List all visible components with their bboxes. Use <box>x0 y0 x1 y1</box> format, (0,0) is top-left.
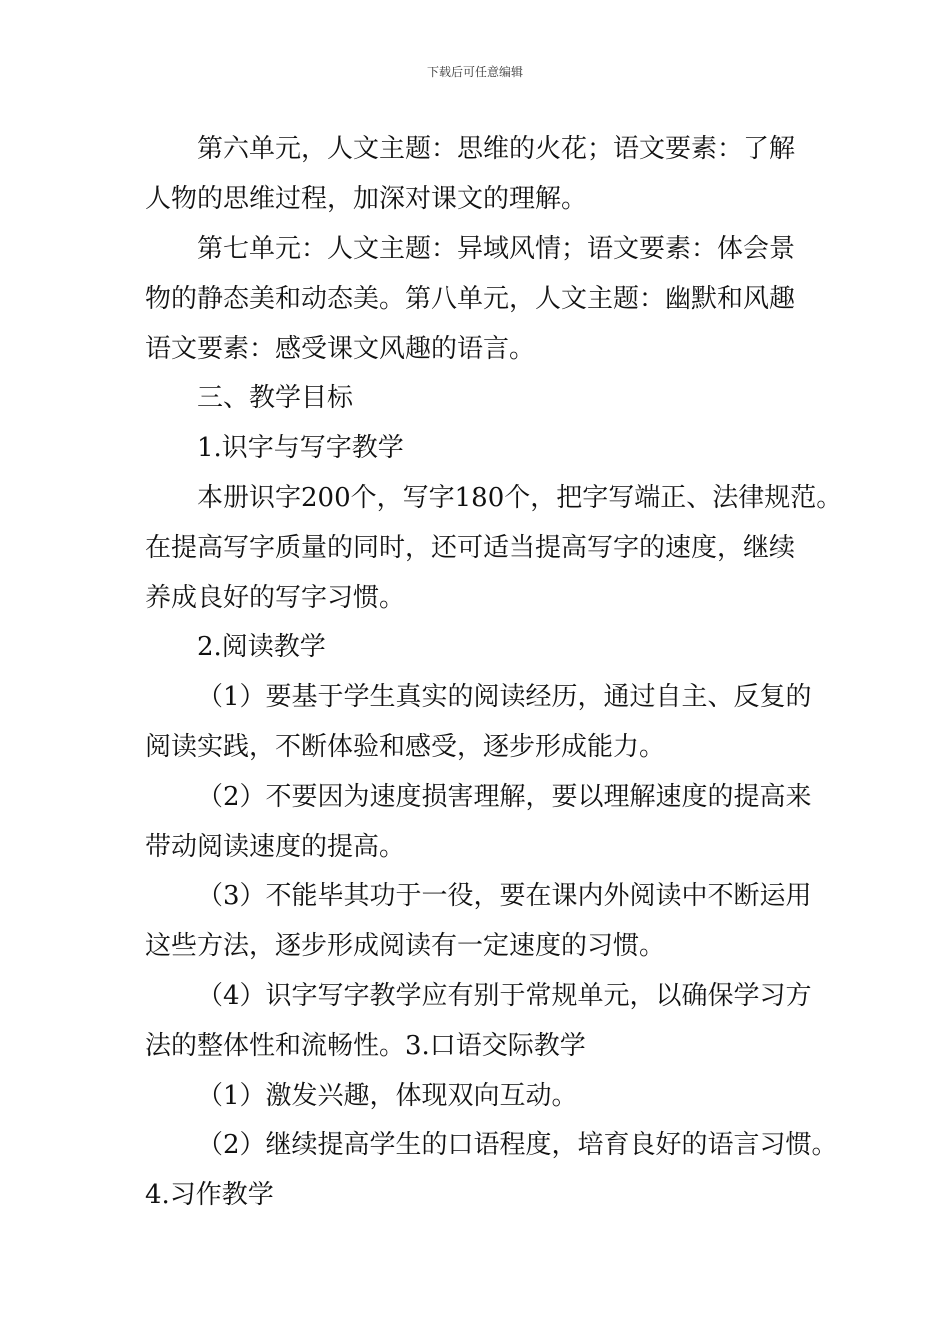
text-line: 第七单元：人文主题：异域风情；语文要素：体会景 <box>197 234 796 264</box>
text-line: （4）识字写字教学应有别于常规单元，以确保学习方 <box>197 981 812 1011</box>
text-line: （2）继续提高学生的口语程度，培育良好的语言习惯。 <box>197 1130 838 1160</box>
text-line: 这些方法，逐步形成阅读有一定速度的习惯。 <box>145 931 666 961</box>
subsection-heading: 1.识字与写字教学 <box>197 433 404 463</box>
subsection-heading: 2.阅读教学 <box>197 632 326 662</box>
text-line: 阅读实践，不断体验和感受，逐步形成能力。 <box>145 732 666 762</box>
text-line: 在提高写字质量的同时，还可适当提高写字的速度，继续 <box>145 533 796 563</box>
text-line: （2）不要因为速度损害理解，要以理解速度的提高来 <box>197 782 812 812</box>
text-line: 养成良好的写字习惯。 <box>145 583 406 613</box>
text-line: 法的整体性和流畅性。3.口语交际教学 <box>145 1031 586 1061</box>
text-line: 带动阅读速度的提高。 <box>145 832 406 862</box>
text-line: （1）激发兴趣，体现双向互动。 <box>197 1081 578 1111</box>
text-line: 第六单元，人文主题：思维的火花；语文要素：了解 <box>197 134 796 164</box>
text-line: （3）不能毕其功于一役，要在课内外阅读中不断运用 <box>197 881 812 911</box>
page-header-note: 下载后可任意编辑 <box>426 65 523 79</box>
text-line: 本册识字200个，写字180个，把字写端正、法律规范。 <box>197 483 843 513</box>
text-line: （1）要基于学生真实的阅读经历，通过自主、反复的 <box>197 682 812 712</box>
text-line: 物的静态美和动态美。第八单元，人文主题：幽默和风趣 <box>145 284 796 314</box>
section-heading: 三、教学目标 <box>197 383 354 413</box>
text-line: 语文要素：感受课文风趣的语言。 <box>145 334 536 364</box>
subsection-heading: 4.习作教学 <box>145 1180 274 1210</box>
text-line: 人物的思维过程，加深对课文的理解。 <box>145 184 588 214</box>
